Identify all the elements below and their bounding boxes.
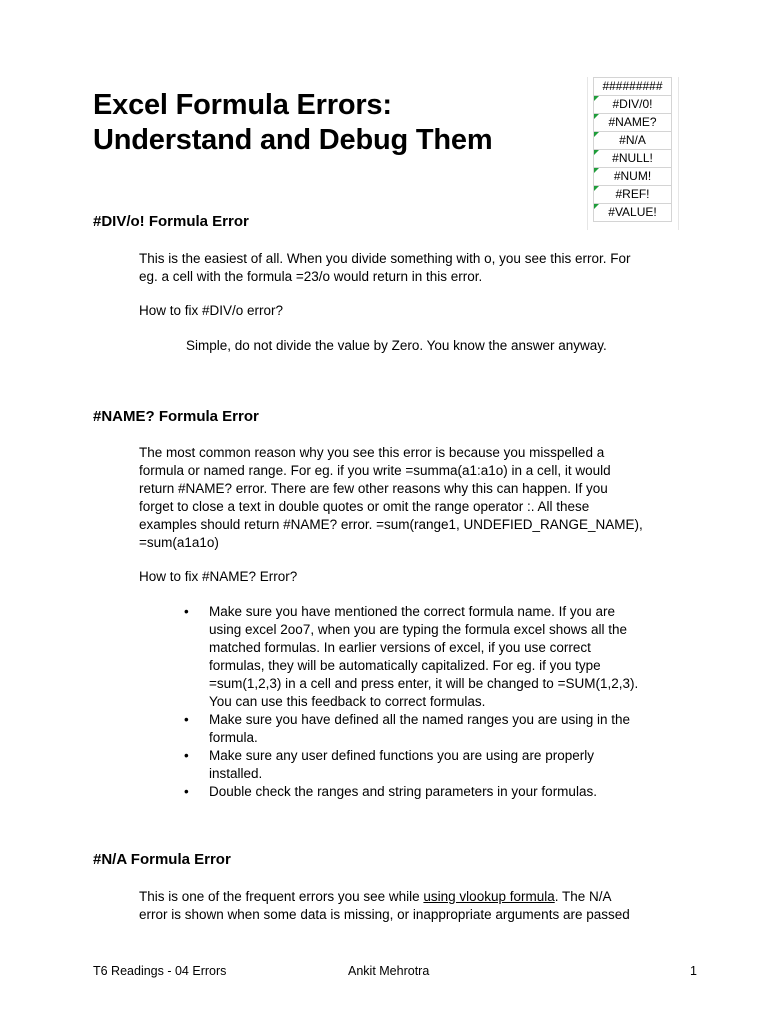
title-line-1: Excel Formula Errors: (93, 89, 392, 121)
spreadsheet-gridline (587, 77, 588, 230)
page-number: 1 (690, 964, 697, 978)
footer-author: Ankit Mehrotra (348, 964, 430, 978)
div0-howto: How to fix #DIV/o error? (139, 303, 284, 318)
error-values-table (593, 77, 672, 222)
text-run: . The N/A (554, 889, 612, 904)
text-line: • Double check the ranges and string parameters in your formulas. (209, 784, 597, 799)
vlookup-link[interactable]: using vlookup formula (423, 889, 555, 904)
name-howto: How to fix #NAME? Error? (139, 569, 298, 584)
text-line: forget to close a text in double quotes or omit the range operator :. All these (139, 499, 590, 514)
list-item (139, 711, 679, 747)
error-cell: ######### (594, 78, 672, 96)
na-paragraph (139, 888, 684, 924)
list-item (139, 747, 679, 783)
text-line: formula or named range. For eg. if you write =summa(a1:a1o) in a cell, it would (139, 463, 611, 478)
text-line: eg. a cell with the formula =23/o would return in this error. (139, 269, 483, 284)
text-line: • Make sure you have mentioned the correct formula name. If you are (209, 604, 615, 619)
text-line: This is the easiest of all. When you divide something with o, you see this error. For (139, 251, 631, 266)
text-line: • Make sure you have defined all the named ranges you are using in the (209, 712, 631, 727)
text-line: formulas, they will be automatically capitalized. For eg. if you type (209, 658, 601, 673)
text-line: formula. (209, 730, 258, 745)
error-cell: #DIV/0! (594, 96, 672, 114)
na-heading: #N/A Formula Error (93, 851, 231, 868)
text-line: You can use this feedback to correct formulas. (209, 694, 486, 709)
text-line: error is shown when some data is missing, or inappropriate arguments are passed (139, 907, 630, 922)
text-line: return #NAME? error. There are few other reasons why this can happen. If you (139, 481, 608, 496)
name-paragraph (139, 444, 684, 552)
text-line: installed. (209, 766, 263, 781)
text-line: =sum(1,2,3) in a cell and press enter, it will be changed to =SUM(1,2,3). (209, 676, 639, 691)
error-cell: #NUM! (594, 168, 672, 186)
list-item (139, 783, 679, 801)
title-line-2: Understand and Debug Them (93, 124, 493, 156)
error-cell: #N/A (594, 132, 672, 150)
footer-left: T6 Readings - 04 Errors (93, 964, 227, 978)
page-title (93, 88, 492, 158)
div0-heading: #DIV/o! Formula Error (93, 213, 249, 230)
text-run: This is one of the frequent errors you see while (139, 889, 424, 904)
list-item (139, 603, 679, 711)
text-line: using excel 2oo7, when you are typing the formula excel shows all the (209, 622, 627, 637)
text-line: matched formulas. In earlier versions of excel, if you use correct (209, 640, 591, 655)
error-cell: #REF! (594, 186, 672, 204)
text-line: examples should return #NAME? error. =sum(range1, UNDEFIED_RANGE_NAME), (139, 517, 643, 532)
text-line: • Make sure any user defined functions you are using are properly (209, 748, 594, 763)
name-heading: #NAME? Formula Error (93, 408, 259, 425)
error-cell: #VALUE! (594, 204, 672, 222)
spreadsheet-gridline (678, 77, 679, 230)
div0-fix: Simple, do not divide the value by Zero. You know the answer anyway. (186, 338, 607, 353)
div0-paragraph (139, 250, 684, 286)
error-cell: #NAME? (594, 114, 672, 132)
text-line: =sum(a1a1o) (139, 535, 219, 550)
text-line (139, 888, 684, 906)
name-fix-list (139, 603, 679, 801)
error-cell: #NULL! (594, 150, 672, 168)
text-line: The most common reason why you see this error is because you misspelled a (139, 445, 605, 460)
